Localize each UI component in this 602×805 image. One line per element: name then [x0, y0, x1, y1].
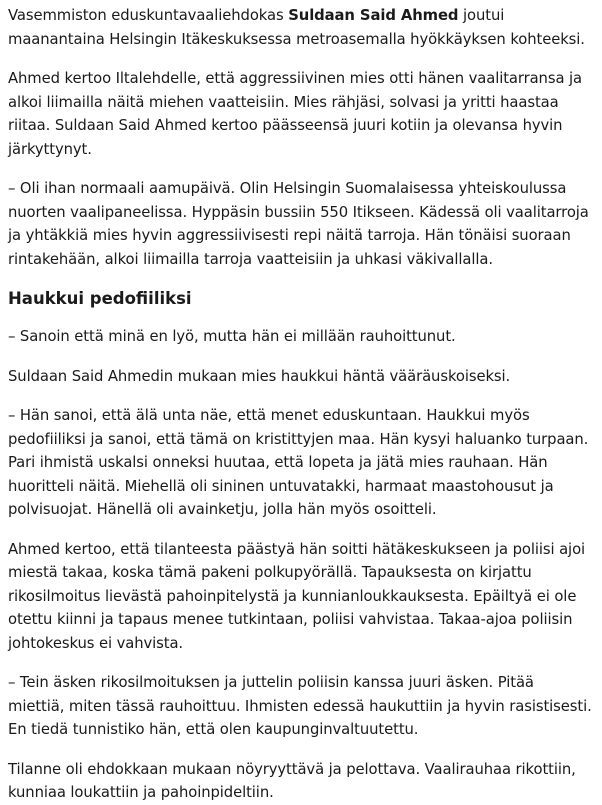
- candidate-name: Suldaan Said Ahmed: [288, 7, 459, 24]
- article-paragraph: Ahmed kertoo Iltalehdelle, että aggressiivinen mies otti hänen vaalitarransa ja alkoi liimailla näitä miehen vaatteisiin. Mies rähjäsi, solvasi ja yritti haastaa riitaa. Suldaan Said Ahmed kertoo päässeensä juuri kotiin ja olevansa hyvin järkyttynyt.: [8, 70, 582, 158]
- article-paragraph: Ahmed kertoo, että tilanteesta päästyä hän soitti hätäkeskukseen ja poliisi ajoi miestä takaa, koska tämä pakeni polkupyörällä. Tapauksesta on kirjattu rikosilmoitus lievästä pahoinpitelystä ja kunnianloukkauksesta. Epäiltyä ei ole otettu kiinni ja tapaus menee tutkintaan, poliisi vahvistaa. Takaa-ajoa poliisin johtokeskus ei vahvista.: [8, 540, 586, 652]
- intro-text-after: joutui maanantaina Helsingin Itäkeskuksessa metroasemalla hyökkäyksen kohteeksi.: [8, 7, 585, 48]
- section-heading: Haukkui pedofiiliksi: [8, 289, 192, 308]
- article-paragraph: – Sanoin että minä en lyö, mutta hän ei millään rauhoittunut.: [8, 328, 456, 345]
- article-paragraph: Tilanne oli ehdokkaan mukaan nöyryyttävä ja pelottava. Vaalirauhaa rikottiin, kunniaa loukattiin ja pahoinpideltiin.: [8, 760, 576, 801]
- article-paragraph: – Oli ihan normaali aamupäivä. Olin Helsingin Suomalaisessa yhteiskoulussa nuorten vaalipaneelissa. Hyppäsin bussiin 550 Itikseen. Kädessä oli vaalitarroja ja yhtäkkiä mies hyvin aggressiivisesti repi näitä tarroja. Hän tönäisi suoraan rintakehään, alkoi liimailla tarroja vaatteisiin ja uhkasi väkivallalla.: [8, 180, 589, 268]
- intro-text-before: Vasemmiston eduskuntavaaliehdokas: [8, 7, 289, 24]
- article-paragraph: Suldaan Said Ahmedin mukaan mies haukkui häntä vääräuskoiseksi.: [8, 367, 511, 385]
- article-paragraph: – Tein äsken rikosilmoituksen ja juttelin poliisin kanssa juuri äsken. Pitää miettiä, miten tässä rauhoittuu. Ihmisten edessä haukuttiin ja hyvin rasistisesti. En tiedä tunnistiko hän, että olen kaupunginvaltuutettu.: [8, 674, 592, 738]
- intro-paragraph: [8, 4, 594, 51]
- article-paragraph: – Hän sanoi, että älä unta näe, että menet eduskuntaan. Haukkui myös pedofiiliksi ja sanoi, että tämä on kristittyjen maa. Hän kysyi haluanko turpaan. Pari ihmistä uskalsi onneksi huutaa, että lopeta ja jätä mies rauhaan. Hän huoritteli näitä. Miehellä oli sininen untuvatakki, harmaat maastohousut ja polvisuojat. Hänellä oli avainketju, jolla hän myös osoitteli.: [8, 407, 589, 518]
